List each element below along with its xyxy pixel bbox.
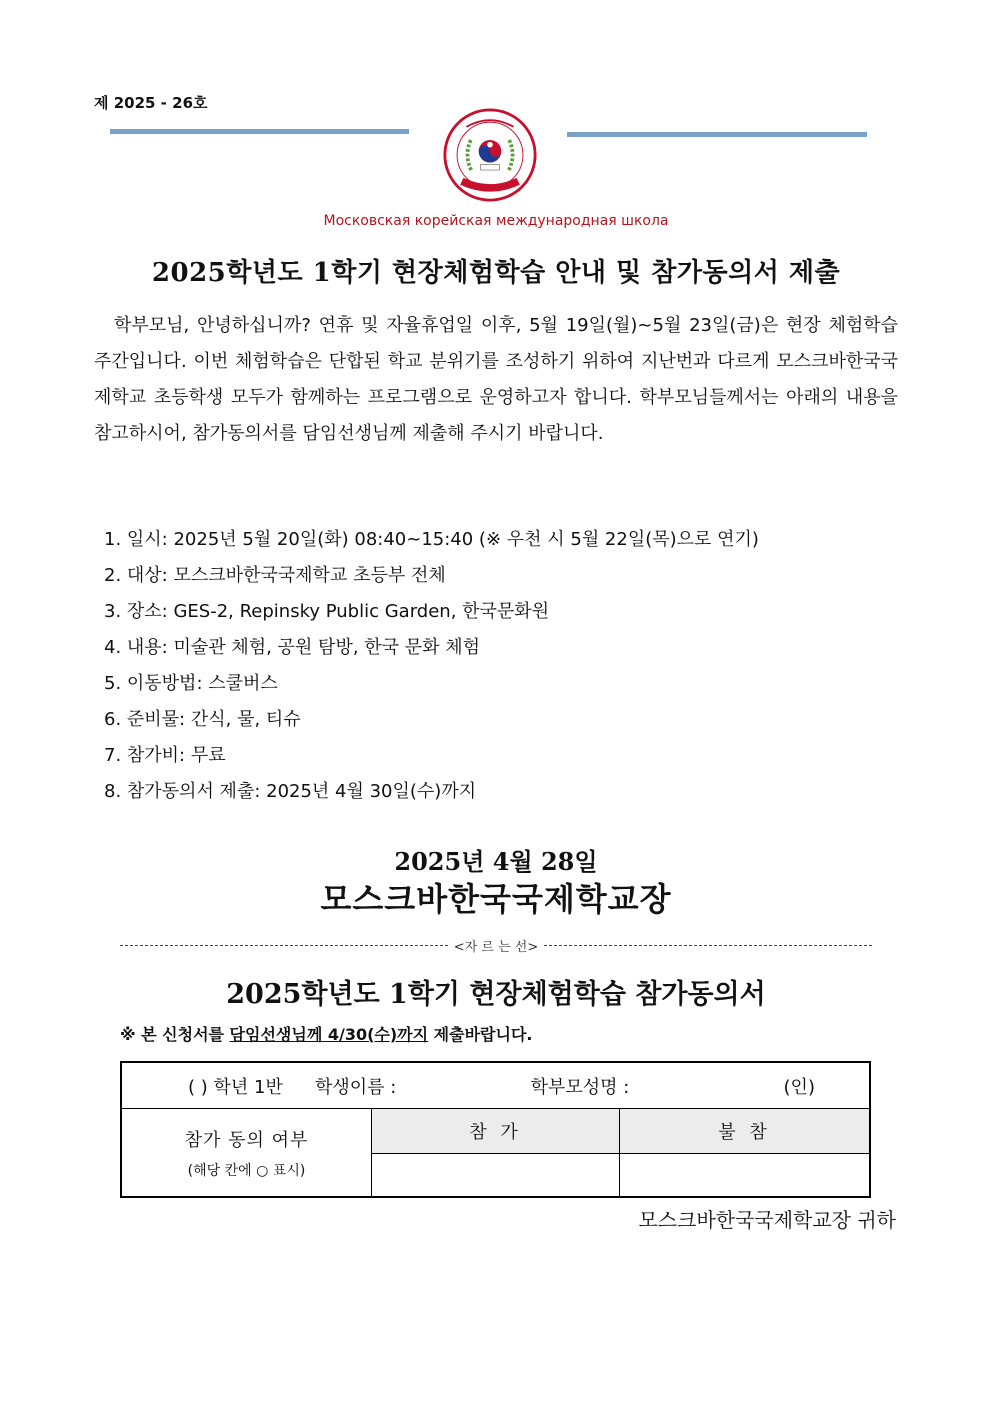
attend-mark-cell[interactable] xyxy=(372,1154,620,1198)
list-item: 1. 일시: 2025년 5월 20일(화) 08:40~15:40 (※ 우천 시 5월 22일(목)으로 연기) xyxy=(104,529,759,550)
option-header-row xyxy=(121,1109,870,1154)
principal-signature: 모스크바한국국제학교장 xyxy=(320,880,672,918)
page-title: 2025학년도 1학기 현장체험학습 안내 및 참가동의서 제출 xyxy=(151,258,841,288)
seal-mark: (인) xyxy=(783,1076,815,1098)
list-item: 2. 대상: 모스크바한국국제학교 초등부 전체 xyxy=(104,565,446,586)
submission-notice xyxy=(120,1022,532,1045)
list-item: 8. 참가동의서 제출: 2025년 4월 30일(수)까지 xyxy=(104,781,477,802)
student-info-cell[interactable] xyxy=(121,1062,870,1109)
agreement-hint: (해당 칸에 ○ 표시) xyxy=(187,1162,306,1179)
absent-option-header: 불 참 xyxy=(620,1109,870,1154)
header-rule-left xyxy=(110,129,409,134)
list-item: 6. 준비물: 간식, 물, 티슈 xyxy=(104,709,301,730)
agreement-label: 참가 동의 여부 xyxy=(184,1129,309,1151)
school-seal-logo xyxy=(443,108,537,202)
document-number: 제 2025 - 26호 xyxy=(94,94,208,112)
student-info-row xyxy=(121,1062,870,1109)
grade-class-field[interactable]: ( ) 학년 1반 xyxy=(188,1076,283,1098)
notice-prefix: ※ 본 신청서를 xyxy=(120,1025,230,1044)
parent-name-label: 학부모성명 : xyxy=(530,1076,630,1098)
cut-line-dash-left xyxy=(120,945,448,946)
student-name-label: 학생이름 : xyxy=(314,1076,397,1098)
details-list xyxy=(104,522,759,810)
school-name-russian: Московская корейская международная школа xyxy=(323,213,669,229)
list-item: 7. 참가비: 무료 xyxy=(104,745,226,766)
issue-date: 2025년 4월 28일 xyxy=(394,847,598,876)
consent-form-table xyxy=(120,1061,871,1198)
cut-line xyxy=(120,936,872,955)
header-rule-right xyxy=(567,132,867,137)
absent-mark-cell[interactable] xyxy=(620,1154,870,1198)
consent-form-title: 2025학년도 1학기 현장체험학습 참가동의서 xyxy=(226,979,766,1010)
notice-underlined: 담임선생님께 4/30(수)까지 xyxy=(229,1025,429,1044)
cut-line-dash-right xyxy=(544,945,872,946)
notice-suffix: 제출바랍니다. xyxy=(428,1025,533,1044)
list-item: 3. 장소: GES-2, Repinsky Public Garden, 한국문화원 xyxy=(104,601,550,622)
recipient-line: 모스크바한국국제학교장 귀하 xyxy=(638,1208,896,1232)
attend-option-header: 참 가 xyxy=(372,1109,620,1154)
cut-line-label: <자 르 는 선> xyxy=(453,940,539,955)
agreement-label-cell xyxy=(121,1109,372,1198)
list-item: 5. 이동방법: 스쿨버스 xyxy=(104,673,278,694)
intro-paragraph: 학부모님, 안녕하십니까? 연휴 및 자율휴업일 이후, 5월 19일(월)~5월 23일(금)은 현장 체험학습 주간입니다. 이번 체험학습은 단합된 학교 분위기를 조성하기 위하여 지난번과 다르게 모스크바한국국제학교 초등학생 모두가 함께하는 프로그램으로 운영하고자 합니다. 학부모님들께서는 아래의 내용을 참고하시어, 참가동의서를 담임선생님께 제출해 주시기 바랍니다. xyxy=(94,315,898,444)
list-item: 4. 내용: 미술관 체험, 공원 탐방, 한국 문화 체험 xyxy=(104,637,481,658)
